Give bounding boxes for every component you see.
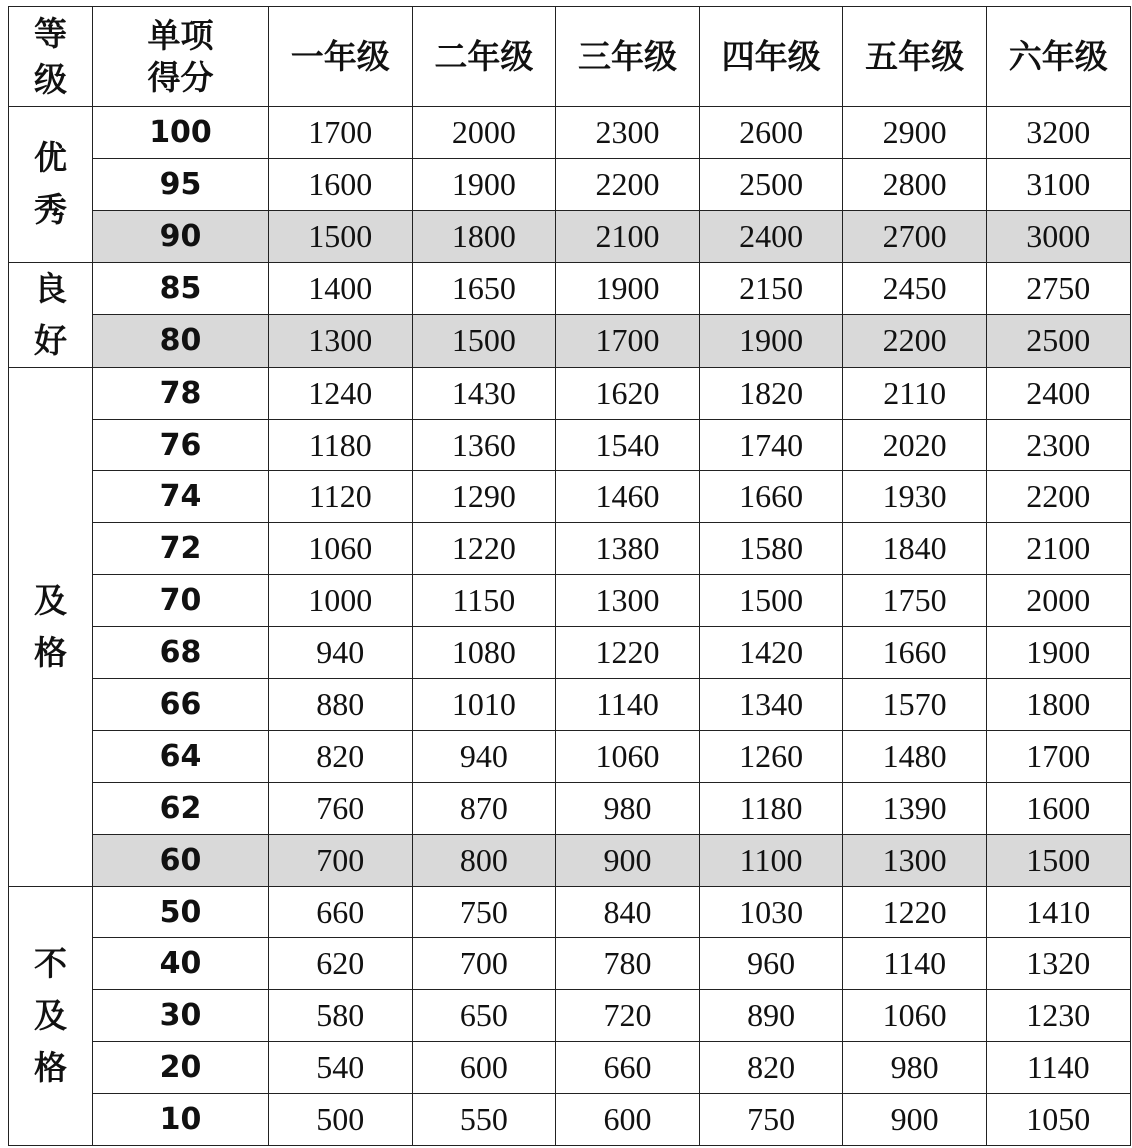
header-score-line: 单项 [147,15,214,55]
table-row [9,419,1131,471]
value-cell: 2150 [699,262,843,315]
header-grade-3: 三年级 [556,7,700,107]
value-cell: 1220 [412,523,556,575]
table-row [9,730,1131,782]
value-cell: 1700 [269,107,413,159]
value-cell: 2600 [699,107,843,159]
value-cell: 1900 [556,262,700,315]
value-cell: 1500 [986,834,1130,886]
value-cell: 890 [699,990,843,1042]
value-cell: 1220 [843,886,987,938]
table-row [9,315,1131,368]
value-cell: 3000 [986,210,1130,262]
header-grade-5: 五年级 [843,7,987,107]
value-cell: 1650 [412,262,556,315]
value-cell: 1180 [269,419,413,471]
value-cell: 1740 [699,419,843,471]
table-row [9,523,1131,575]
value-cell: 1140 [556,679,700,731]
table-row [9,782,1131,834]
score-cell: 40 [93,938,269,990]
value-cell: 2000 [412,107,556,159]
value-cell: 2800 [843,158,987,210]
value-cell: 540 [269,1042,413,1094]
level-group-char: 优 [34,138,67,178]
score-cell: 68 [93,627,269,679]
value-cell: 660 [556,1042,700,1094]
value-cell: 2100 [986,523,1130,575]
value-cell: 1660 [843,627,987,679]
header-level-line: 等 [34,13,67,53]
value-cell: 2900 [843,107,987,159]
value-cell: 2200 [843,315,987,368]
value-cell: 1570 [843,679,987,731]
score-cell: 80 [93,315,269,368]
level-group-char: 秀 [34,190,67,230]
score-cell: 90 [93,210,269,262]
value-cell: 2500 [986,315,1130,368]
value-cell: 750 [699,1094,843,1146]
value-cell: 750 [412,886,556,938]
value-cell: 1060 [843,990,987,1042]
table-row [9,834,1131,886]
level-group-char: 不 [34,943,67,983]
value-cell: 1060 [269,523,413,575]
value-cell: 1140 [843,938,987,990]
value-cell: 1240 [269,367,413,419]
value-cell: 900 [843,1094,987,1146]
value-cell: 940 [269,627,413,679]
score-cell: 100 [93,107,269,159]
table-row [9,938,1131,990]
table-row [9,627,1131,679]
value-cell: 1800 [412,210,556,262]
value-cell: 1000 [269,575,413,627]
score-cell: 72 [93,523,269,575]
header-level [9,7,93,107]
table-row [9,886,1131,938]
value-cell: 1380 [556,523,700,575]
value-cell: 980 [843,1042,987,1094]
level-group-cell [9,367,93,886]
value-cell: 550 [412,1094,556,1146]
score-cell: 50 [93,886,269,938]
value-cell: 760 [269,782,413,834]
value-cell: 1300 [843,834,987,886]
value-cell: 1660 [699,471,843,523]
value-cell: 780 [556,938,700,990]
value-cell: 1060 [556,730,700,782]
value-cell: 2700 [843,210,987,262]
table-row [9,210,1131,262]
level-group-char: 格 [34,1047,67,1087]
value-cell: 1180 [699,782,843,834]
table-row [9,107,1131,159]
table-row [9,471,1131,523]
value-cell: 1750 [843,575,987,627]
value-cell: 2300 [986,419,1130,471]
value-cell: 2020 [843,419,987,471]
value-cell: 1010 [412,679,556,731]
value-cell: 1840 [843,523,987,575]
value-cell: 870 [412,782,556,834]
level-group-char: 及 [34,580,67,620]
table-row [9,158,1131,210]
level-group-char: 及 [34,995,67,1035]
value-cell: 580 [269,990,413,1042]
value-cell: 1080 [412,627,556,679]
level-group-cell [9,262,93,367]
value-cell: 2400 [986,367,1130,419]
value-cell: 2750 [986,262,1130,315]
value-cell: 960 [699,938,843,990]
value-cell: 2000 [986,575,1130,627]
value-cell: 980 [556,782,700,834]
score-cell: 62 [93,782,269,834]
value-cell: 880 [269,679,413,731]
header-score [93,7,269,107]
score-cell: 78 [93,367,269,419]
value-cell: 700 [269,834,413,886]
value-cell: 820 [269,730,413,782]
level-group-char: 好 [34,320,67,360]
value-cell: 1140 [986,1042,1130,1094]
level-group-cell [9,107,93,263]
value-cell: 620 [269,938,413,990]
table-row [9,679,1131,731]
header-row [9,7,1131,107]
level-group-char: 格 [34,632,67,672]
value-cell: 1900 [986,627,1130,679]
value-cell: 1700 [986,730,1130,782]
value-cell: 600 [556,1094,700,1146]
table-row [9,367,1131,419]
value-cell: 1230 [986,990,1130,1042]
value-cell: 1300 [556,575,700,627]
value-cell: 2200 [986,471,1130,523]
value-cell: 1420 [699,627,843,679]
value-cell: 820 [699,1042,843,1094]
score-cell: 85 [93,262,269,315]
value-cell: 1410 [986,886,1130,938]
table-row [9,1094,1131,1146]
value-cell: 1500 [412,315,556,368]
level-group-cell [9,886,93,1145]
value-cell: 1930 [843,471,987,523]
value-cell: 1540 [556,419,700,471]
value-cell: 2100 [556,210,700,262]
score-cell: 64 [93,730,269,782]
value-cell: 1260 [699,730,843,782]
header-grade-2: 二年级 [412,7,556,107]
value-cell: 2300 [556,107,700,159]
value-cell: 1340 [699,679,843,731]
table-row [9,575,1131,627]
value-cell: 720 [556,990,700,1042]
score-cell: 20 [93,1042,269,1094]
value-cell: 1050 [986,1094,1130,1146]
score-cell: 66 [93,679,269,731]
value-cell: 1400 [269,262,413,315]
score-cell: 30 [93,990,269,1042]
value-cell: 1460 [556,471,700,523]
value-cell: 1150 [412,575,556,627]
value-cell: 600 [412,1042,556,1094]
value-cell: 650 [412,990,556,1042]
value-cell: 3200 [986,107,1130,159]
value-cell: 1220 [556,627,700,679]
score-cell: 95 [93,158,269,210]
value-cell: 1820 [699,367,843,419]
value-cell: 1360 [412,419,556,471]
value-cell: 700 [412,938,556,990]
value-cell: 1800 [986,679,1130,731]
score-cell: 76 [93,419,269,471]
value-cell: 2200 [556,158,700,210]
value-cell: 3100 [986,158,1130,210]
value-cell: 2500 [699,158,843,210]
score-cell: 74 [93,471,269,523]
value-cell: 1620 [556,367,700,419]
value-cell: 2400 [699,210,843,262]
value-cell: 1900 [412,158,556,210]
header-level-line: 级 [34,59,67,99]
value-cell: 1480 [843,730,987,782]
level-group-char: 良 [34,268,67,308]
value-cell: 840 [556,886,700,938]
score-table [8,6,1131,1146]
value-cell: 800 [412,834,556,886]
value-cell: 1030 [699,886,843,938]
value-cell: 2110 [843,367,987,419]
value-cell: 900 [556,834,700,886]
score-cell: 60 [93,834,269,886]
value-cell: 1500 [699,575,843,627]
value-cell: 1600 [986,782,1130,834]
value-cell: 1600 [269,158,413,210]
table-row [9,1042,1131,1094]
header-grade-6: 六年级 [986,7,1130,107]
value-cell: 1120 [269,471,413,523]
table-body [9,107,1131,1146]
value-cell: 1580 [699,523,843,575]
value-cell: 1390 [843,782,987,834]
value-cell: 1300 [269,315,413,368]
value-cell: 1500 [269,210,413,262]
table-row [9,262,1131,315]
header-grade-1: 一年级 [269,7,413,107]
header-score-line: 得分 [147,57,214,97]
value-cell: 1700 [556,315,700,368]
value-cell: 1100 [699,834,843,886]
value-cell: 1430 [412,367,556,419]
value-cell: 940 [412,730,556,782]
value-cell: 1320 [986,938,1130,990]
score-cell: 10 [93,1094,269,1146]
score-cell: 70 [93,575,269,627]
table-row [9,990,1131,1042]
value-cell: 2450 [843,262,987,315]
value-cell: 1290 [412,471,556,523]
value-cell: 1900 [699,315,843,368]
header-grade-4: 四年级 [699,7,843,107]
value-cell: 660 [269,886,413,938]
value-cell: 500 [269,1094,413,1146]
